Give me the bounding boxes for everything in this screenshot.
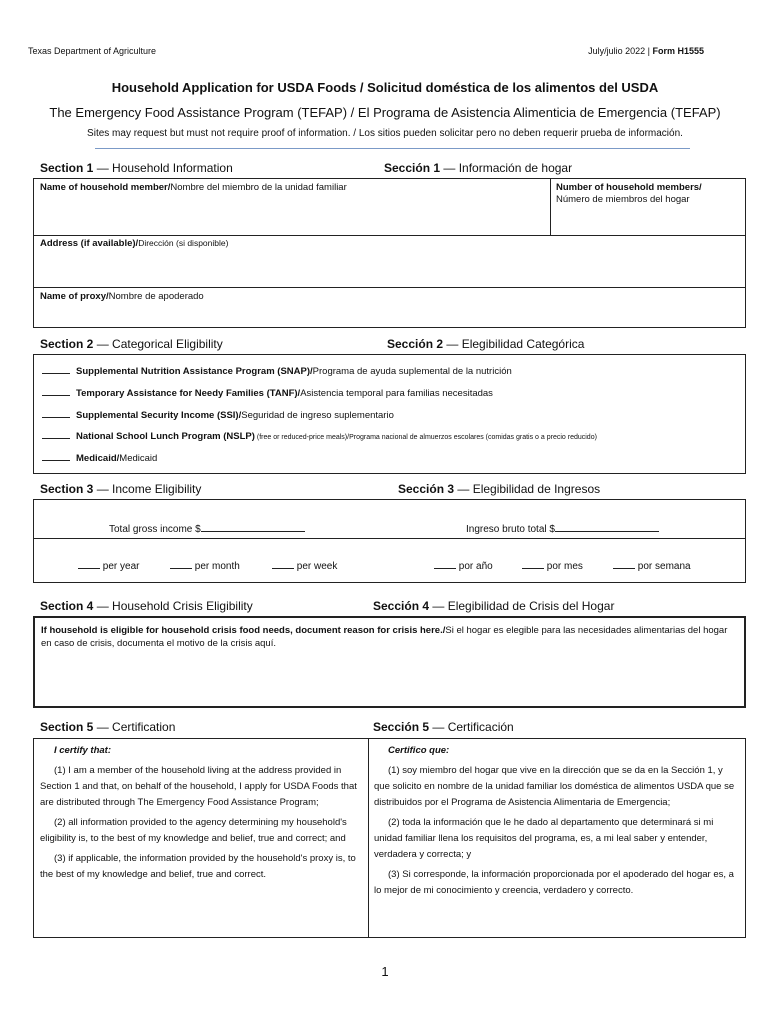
cert-es-item-3: (3) Si corresponde, la información proporcionada por el apoderado del hogar es, a lo mejor de mi conocimiento y creencia, verdadero y correcto. [374,869,734,896]
certification-en [40,743,362,887]
form-date [588,46,704,56]
cert-es-item-1: (1) soy miembro del hogar que vive en la dirección que se da en la Sección 1, y que solicito en nombre de la unidad familiar los doméstica de alimentos USDA que se distribuidos por el Programa de Asistencia Alimentaria de Emergencia; [374,765,735,808]
certify-lead-es: Certifico que: [388,745,450,756]
page-subtitle: The Emergency Food Assistance Program (TEFAP) / El Programa de Asistencia Alimenticia de Emergencia (TEFAP) [49,105,721,120]
household-member-name-label: Name of household member/Nombre del miembro de la unidad familiar [40,182,347,193]
cert-en-item-3: (3) if applicable, the information provided by the household's proxy is, to the best of my knowledge and belief, true and correct. [40,853,356,880]
per-year-option[interactable]: per year [78,559,139,572]
section4-heading-en: Section 4 — Household Crisis Eligibility [40,599,253,613]
sites-note: Sites may request but must not require proof of information. / Los sitios pueden solicitar pero no deben requerir prueba de información. [87,128,683,139]
por-semana-option[interactable]: por semana [613,559,691,572]
section1-heading-en: Section 1 — Household Information [40,161,233,175]
section2-heading-es: Sección 2 — Elegibilidad Categórica [387,337,585,351]
household-members-count-label: Number of household members/ Número de miembros del hogar [556,182,702,205]
cert-en-item-1: (1) I am a member of the household living at the address provided in Section 1 and that, on behalf of the household, I apply for USDA Foods that are distributed through The Emergency Food Assistance Program; [40,765,357,808]
nslp-checkbox-line[interactable]: National School Lunch Program (NSLP) (free or reduced-price meals)/Programa nacional de almuerzos escolares (comidas gratis o a precio reducido) [42,430,597,442]
crisis-instruction: If household is eligible for household crisis food needs, document reason for crisis here./Si el hogar es elegible para las necesidades alimentarias del hogar en caso de crisis, documenta el motivo de la crisis aquí. [41,625,728,649]
per-week-option[interactable]: per week [272,559,337,572]
proxy-name-label: Name of proxy/Nombre de apoderado [40,291,204,302]
section5-heading-es: Sección 5 — Certificación [373,720,514,734]
certify-lead-en: I certify that: [54,745,112,756]
page-number: 1 [381,964,389,979]
gross-income-en-field[interactable]: Total gross income $ [109,522,305,535]
address-label: Address (if available)/Dirección (si disponible) [40,238,229,249]
section3-heading-en: Section 3 — Income Eligibility [40,482,202,496]
page-title: Household Application for USDA Foods / Solicitud doméstica de los alimentos del USDA [111,80,659,95]
ssi-checkbox-line[interactable]: Supplemental Security Income (SSI)/Seguridad de ingreso suplementario [42,409,394,421]
por-mes-option[interactable]: por mes [522,559,583,572]
section1-heading-es: Sección 1 — Información de hogar [384,161,573,175]
per-month-option[interactable]: per month [170,559,240,572]
cert-es-item-2: (2) toda la información que le he dado al departamento que determinará si mi unidad familiar llena los requisitos del programa, es, a mi leal saber y entender, verdadera y correcta; y [374,817,714,860]
cert-en-item-2: (2) all information provided to the agency determining my household's eligibility is, to the best of my knowledge and belief, true and correct; and [40,817,347,844]
title-divider [95,148,690,149]
gross-income-es-field[interactable]: Ingreso bruto total $ [466,522,659,535]
form-number: Form H1555 [652,46,704,56]
section3-heading-es: Sección 3 — Elegibilidad de Ingresos [398,482,601,496]
section2-box [33,354,746,474]
section5-box [33,738,746,938]
section5-heading-en: Section 5 — Certification [40,720,176,734]
section1-box [33,178,746,328]
snap-checkbox-line[interactable]: Supplemental Nutrition Assistance Program (SNAP)/Programa de ayuda suplemental de la nutrición [42,365,512,377]
section3-box [33,499,746,583]
por-ano-option[interactable]: por año [434,559,493,572]
tanf-checkbox-line[interactable]: Temporary Assistance for Needy Families (TANF)/Asistencia temporal para familias necesitadas [42,387,493,399]
agency-name: Texas Department of Agriculture [28,46,157,56]
members-divider [550,179,551,235]
section2-heading-en: Section 2 — Categorical Eligibility [40,337,223,351]
medicaid-checkbox-line[interactable]: Medicaid/Medicaid [42,452,157,464]
section4-heading-es: Sección 4 — Elegibilidad de Crisis del Hogar [373,599,615,613]
date-text: July/julio 2022 | [588,46,650,56]
certification-es [374,743,740,903]
section4-crisis-box[interactable] [33,616,746,708]
